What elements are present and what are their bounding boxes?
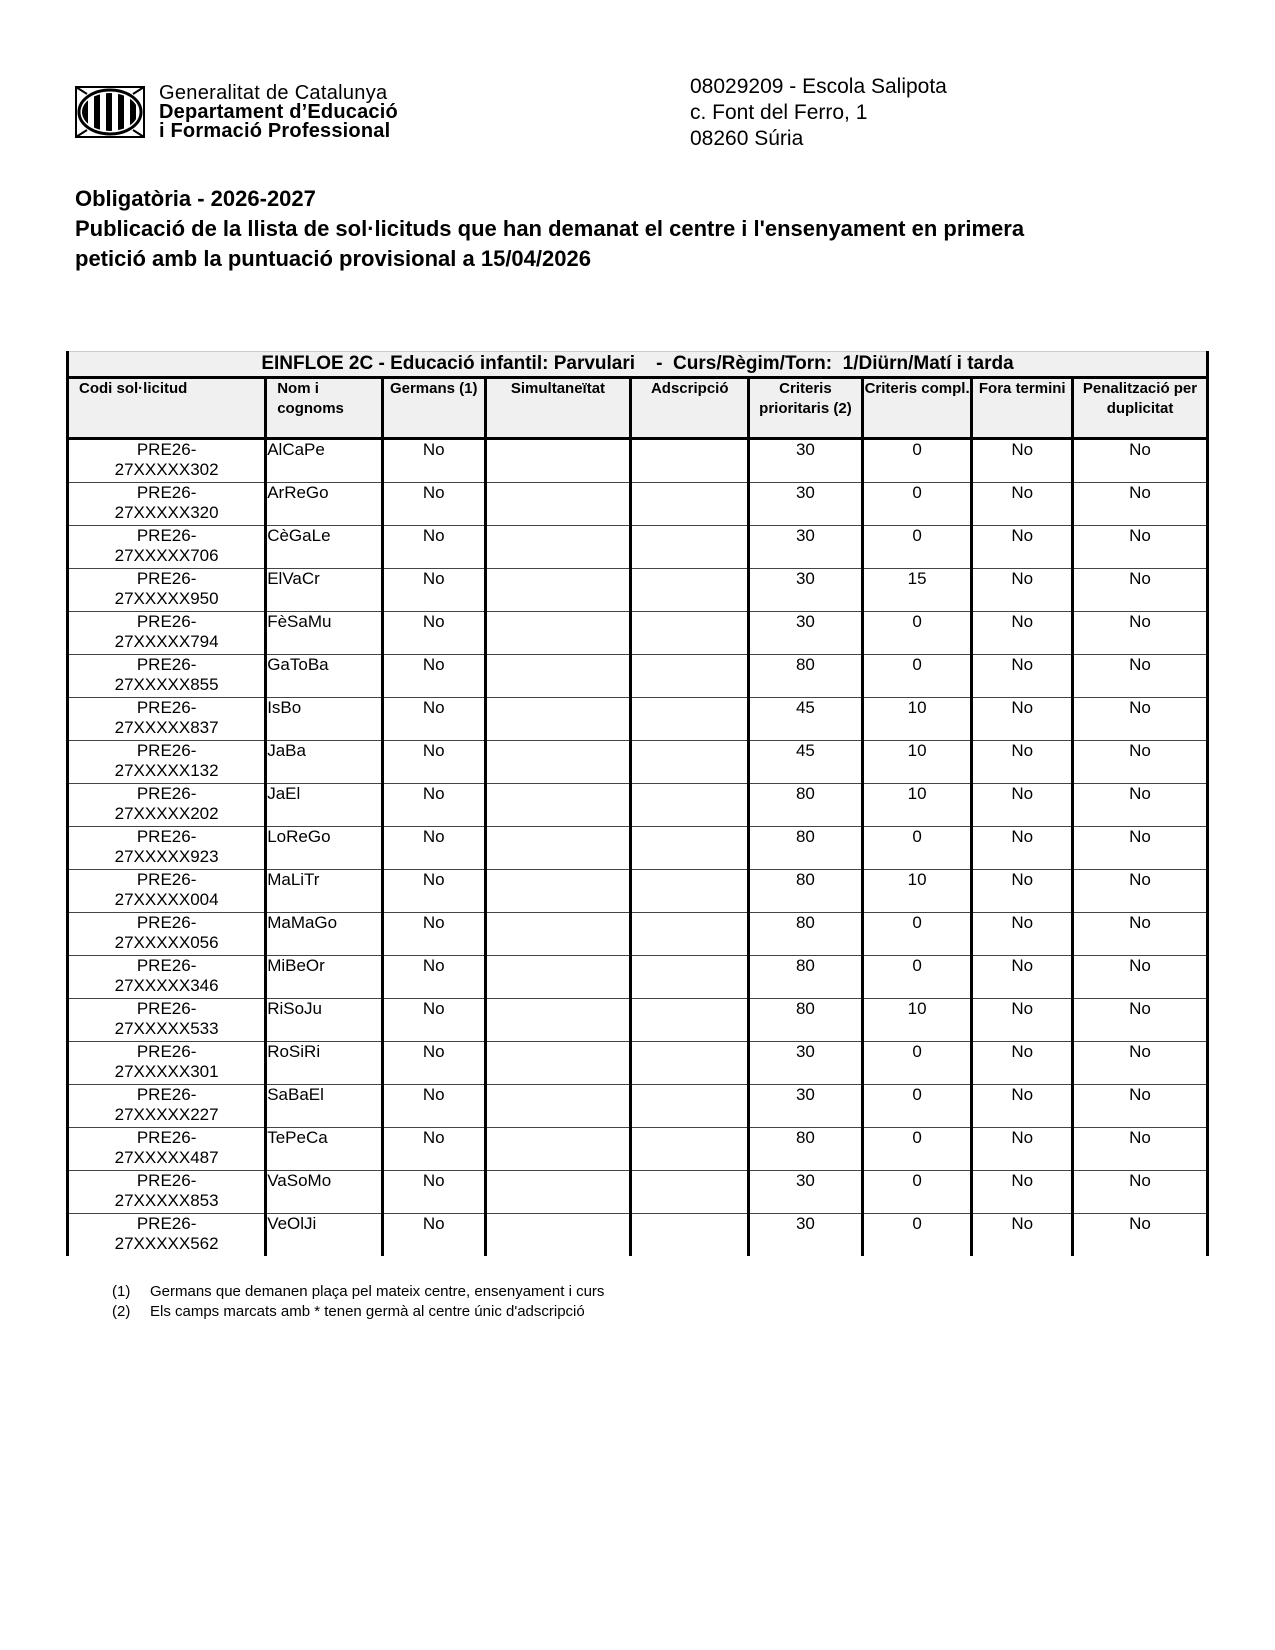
catalan-coat-of-arms-icon	[75, 86, 145, 138]
table-caption: EINFLOE 2C - Educació infantil: Parvulari - Curs/Règim/Torn: 1/Diürn/Matí i tarda	[68, 352, 1208, 378]
simultaneitat-cell	[485, 870, 631, 913]
penalitzacio-cell: No	[1073, 1128, 1208, 1171]
col-codi-header: Codi sol·licitud	[68, 378, 266, 439]
fora-termini-cell: No	[972, 1085, 1073, 1128]
code-cell	[68, 741, 266, 784]
fora-termini-cell: No	[972, 741, 1073, 784]
school-address	[690, 74, 947, 152]
adscripcio-cell	[631, 1128, 749, 1171]
name-cell: VeOlJi	[266, 1214, 383, 1257]
fora-termini-cell: No	[972, 526, 1073, 569]
table-row	[68, 655, 1208, 698]
table-row	[68, 569, 1208, 612]
criteris-compl-cell: 10	[862, 784, 972, 827]
penalitzacio-cell: No	[1073, 1214, 1208, 1257]
code-part-2: 27XXXXX855	[114, 675, 219, 694]
penalitzacio-cell: No	[1073, 999, 1208, 1042]
adscripcio-cell	[631, 569, 749, 612]
penalitzacio-cell: No	[1073, 569, 1208, 612]
code-part-2: 27XXXXX202	[114, 804, 219, 823]
code-cell	[68, 913, 266, 956]
table-row	[68, 827, 1208, 870]
simultaneitat-cell	[485, 612, 631, 655]
col-penalitzacio-header: Penalització per duplicitat	[1073, 378, 1208, 439]
col-simultaneitat-header: Simultaneïtat	[485, 378, 631, 439]
code-part-1: PRE26-	[136, 1085, 197, 1104]
germans-cell: No	[382, 1171, 485, 1214]
adscripcio-cell	[631, 655, 749, 698]
code-part-1: PRE26-	[136, 741, 197, 760]
simultaneitat-cell	[485, 526, 631, 569]
penalitzacio-cell: No	[1073, 741, 1208, 784]
simultaneitat-cell	[485, 483, 631, 526]
code-cell	[68, 439, 266, 483]
criteris-compl-cell: 0	[862, 913, 972, 956]
code-part-2: 27XXXXX533	[114, 1019, 219, 1038]
code-part-1: PRE26-	[136, 1128, 197, 1147]
germans-cell: No	[382, 1042, 485, 1085]
criteris-prioritaris-cell: 80	[749, 956, 863, 999]
col-criteris-prioritaris-header: Criteris prioritaris (2)	[749, 378, 863, 439]
simultaneitat-cell	[485, 913, 631, 956]
fora-termini-cell: No	[972, 827, 1073, 870]
code-cell	[68, 999, 266, 1042]
fora-termini-cell: No	[972, 870, 1073, 913]
footnotes	[112, 1282, 604, 1322]
criteris-prioritaris-cell: 30	[749, 1085, 863, 1128]
criteris-compl-cell: 0	[862, 612, 972, 655]
table-row	[68, 1042, 1208, 1085]
code-cell	[68, 655, 266, 698]
germans-cell: No	[382, 655, 485, 698]
germans-cell: No	[382, 956, 485, 999]
simultaneitat-cell	[485, 1085, 631, 1128]
name-cell: GaToBa	[266, 655, 383, 698]
code-cell	[68, 827, 266, 870]
fora-termini-cell: No	[972, 698, 1073, 741]
code-cell	[68, 526, 266, 569]
penalitzacio-cell: No	[1073, 655, 1208, 698]
criteris-compl-cell: 10	[862, 870, 972, 913]
code-part-1: PRE26-	[136, 1214, 197, 1233]
adscripcio-cell	[631, 999, 749, 1042]
simultaneitat-cell	[485, 698, 631, 741]
code-cell	[68, 870, 266, 913]
name-cell: ArReGo	[266, 483, 383, 526]
criteris-prioritaris-cell: 45	[749, 698, 863, 741]
simultaneitat-cell	[485, 1128, 631, 1171]
code-cell	[68, 569, 266, 612]
col-adscripcio-header: Adscripció	[631, 378, 749, 439]
penalitzacio-cell: No	[1073, 698, 1208, 741]
code-part-1: PRE26-	[136, 612, 197, 631]
code-part-2: 27XXXXX346	[114, 976, 219, 995]
criteris-compl-cell: 0	[862, 1171, 972, 1214]
criteris-compl-cell: 0	[862, 526, 972, 569]
table-row	[68, 698, 1208, 741]
code-part-2: 27XXXXX794	[114, 632, 219, 651]
germans-cell: No	[382, 612, 485, 655]
fora-termini-cell: No	[972, 569, 1073, 612]
code-part-1: PRE26-	[136, 1042, 197, 1061]
criteris-compl-cell: 0	[862, 483, 972, 526]
fora-termini-cell: No	[972, 1042, 1073, 1085]
code-part-1: PRE26-	[136, 655, 197, 674]
code-part-1: PRE26-	[136, 698, 197, 717]
fora-termini-cell: No	[972, 784, 1073, 827]
code-part-1: PRE26-	[136, 956, 197, 975]
col-fora-termini-header: Fora termini	[972, 378, 1073, 439]
simultaneitat-cell	[485, 741, 631, 784]
criteris-compl-cell: 0	[862, 655, 972, 698]
adscripcio-cell	[631, 913, 749, 956]
code-cell	[68, 1171, 266, 1214]
germans-cell: No	[382, 439, 485, 483]
adscripcio-cell	[631, 827, 749, 870]
table-row	[68, 741, 1208, 784]
name-cell: AlCaPe	[266, 439, 383, 483]
institution-logo	[75, 84, 475, 140]
footnote: (2) Els camps marcats amb * tenen germà al centre únic d'adscripció	[112, 1303, 585, 1320]
table-row	[68, 1214, 1208, 1257]
germans-cell: No	[382, 526, 485, 569]
criteris-prioritaris-cell: 80	[749, 999, 863, 1042]
code-part-2: 27XXXXX227	[114, 1105, 219, 1124]
fora-termini-cell: No	[972, 483, 1073, 526]
simultaneitat-cell	[485, 569, 631, 612]
name-cell: LoReGo	[266, 827, 383, 870]
table-row	[68, 483, 1208, 526]
penalitzacio-cell: No	[1073, 784, 1208, 827]
penalitzacio-cell: No	[1073, 827, 1208, 870]
title-line-1: Obligatòria - 2026-2027	[75, 186, 316, 211]
adscripcio-cell	[631, 612, 749, 655]
table-row	[68, 870, 1208, 913]
criteris-prioritaris-cell: 30	[749, 439, 863, 483]
adscripcio-cell	[631, 526, 749, 569]
simultaneitat-cell	[485, 1214, 631, 1257]
adscripcio-cell	[631, 1171, 749, 1214]
penalitzacio-cell: No	[1073, 1171, 1208, 1214]
penalitzacio-cell: No	[1073, 612, 1208, 655]
fora-termini-cell: No	[972, 913, 1073, 956]
simultaneitat-cell	[485, 1171, 631, 1214]
code-part-1: PRE26-	[136, 569, 197, 588]
name-cell: JaEl	[266, 784, 383, 827]
penalitzacio-cell: No	[1073, 1085, 1208, 1128]
logo-line-2: Departament d’Educació	[159, 101, 398, 123]
simultaneitat-cell	[485, 999, 631, 1042]
adscripcio-cell	[631, 698, 749, 741]
simultaneitat-cell	[485, 439, 631, 483]
code-part-2: 27XXXXX562	[114, 1234, 219, 1253]
criteris-compl-cell: 0	[862, 1128, 972, 1171]
germans-cell: No	[382, 999, 485, 1042]
fora-termini-cell: No	[972, 1128, 1073, 1171]
code-part-2: 27XXXXX706	[114, 546, 219, 565]
code-part-2: 27XXXXX487	[114, 1148, 219, 1167]
table-row	[68, 999, 1208, 1042]
code-part-2: 27XXXXX004	[114, 890, 219, 909]
code-part-2: 27XXXXX302	[114, 460, 219, 479]
code-part-2: 27XXXXX923	[114, 847, 219, 866]
name-cell: FèSaMu	[266, 612, 383, 655]
table-row	[68, 526, 1208, 569]
code-part-2: 27XXXXX837	[114, 718, 219, 737]
name-cell: ElVaCr	[266, 569, 383, 612]
table-row	[68, 1171, 1208, 1214]
germans-cell: No	[382, 870, 485, 913]
fora-termini-cell: No	[972, 999, 1073, 1042]
table-row	[68, 913, 1208, 956]
name-cell: TePeCa	[266, 1128, 383, 1171]
code-part-2: 27XXXXX056	[114, 933, 219, 952]
fora-termini-cell: No	[972, 1214, 1073, 1257]
name-cell: MaMaGo	[266, 913, 383, 956]
criteris-compl-cell: 10	[862, 698, 972, 741]
code-part-1: PRE26-	[136, 999, 197, 1018]
name-cell: CèGaLe	[266, 526, 383, 569]
criteris-compl-cell: 0	[862, 827, 972, 870]
criteris-compl-cell: 10	[862, 999, 972, 1042]
adscripcio-cell	[631, 439, 749, 483]
table-row	[68, 612, 1208, 655]
criteris-prioritaris-cell: 80	[749, 913, 863, 956]
simultaneitat-cell	[485, 1042, 631, 1085]
germans-cell: No	[382, 913, 485, 956]
simultaneitat-cell	[485, 827, 631, 870]
penalitzacio-cell: No	[1073, 956, 1208, 999]
name-cell: SaBaEl	[266, 1085, 383, 1128]
penalitzacio-cell: No	[1073, 870, 1208, 913]
col-germans-header: Germans (1)	[382, 378, 485, 439]
code-part-2: 27XXXXX950	[114, 589, 219, 608]
adscripcio-cell	[631, 870, 749, 913]
criteris-prioritaris-cell: 80	[749, 784, 863, 827]
col-nom-header: Nom i cognoms	[266, 378, 383, 439]
adscripcio-cell	[631, 1085, 749, 1128]
code-cell	[68, 956, 266, 999]
penalitzacio-cell: No	[1073, 526, 1208, 569]
criteris-prioritaris-cell: 30	[749, 612, 863, 655]
table-row	[68, 956, 1208, 999]
logo-line-3: i Formació Professional	[159, 120, 391, 142]
name-cell: MiBeOr	[266, 956, 383, 999]
simultaneitat-cell	[485, 784, 631, 827]
code-part-1: PRE26-	[136, 913, 197, 932]
criteris-prioritaris-cell: 30	[749, 1171, 863, 1214]
code-cell	[68, 1042, 266, 1085]
name-cell: RoSiRi	[266, 1042, 383, 1085]
fora-termini-cell: No	[972, 956, 1073, 999]
criteris-compl-cell: 0	[862, 1042, 972, 1085]
germans-cell: No	[382, 1085, 485, 1128]
page-title	[75, 184, 1024, 274]
code-part-1: PRE26-	[136, 483, 197, 502]
table-row	[68, 1085, 1208, 1128]
fora-termini-cell: No	[972, 439, 1073, 483]
criteris-compl-cell: 0	[862, 439, 972, 483]
adscripcio-cell	[631, 741, 749, 784]
germans-cell: No	[382, 827, 485, 870]
table-row	[68, 1128, 1208, 1171]
germans-cell: No	[382, 483, 485, 526]
school-street: c. Font del Ferro, 1	[690, 101, 868, 124]
criteris-compl-cell: 0	[862, 1214, 972, 1257]
footnote: (1) Germans que demanen plaça pel mateix centre, ensenyament i curs	[112, 1283, 605, 1300]
name-cell: VaSoMo	[266, 1171, 383, 1214]
germans-cell: No	[382, 784, 485, 827]
code-part-1: PRE26-	[136, 784, 197, 803]
code-cell	[68, 612, 266, 655]
penalitzacio-cell: No	[1073, 483, 1208, 526]
germans-cell: No	[382, 1214, 485, 1257]
simultaneitat-cell	[485, 655, 631, 698]
school-code-name: 08029209 - Escola Salipota	[690, 75, 947, 98]
col-criteris-compl-header: Criteris compl.	[862, 378, 972, 439]
code-part-2: 27XXXXX132	[114, 761, 219, 780]
code-cell	[68, 698, 266, 741]
name-cell: MaLiTr	[266, 870, 383, 913]
logo-line-1: Generalitat de Catalunya	[159, 82, 388, 104]
germans-cell: No	[382, 569, 485, 612]
adscripcio-cell	[631, 784, 749, 827]
criteris-prioritaris-cell: 45	[749, 741, 863, 784]
code-part-1: PRE26-	[136, 526, 197, 545]
fora-termini-cell: No	[972, 655, 1073, 698]
title-line-2: Publicació de la llista de sol·licituds que han demanat el centre i l'ensenyament en primera	[75, 216, 1025, 241]
criteris-prioritaris-cell: 80	[749, 655, 863, 698]
code-cell	[68, 1214, 266, 1257]
germans-cell: No	[382, 1128, 485, 1171]
criteris-compl-cell: 0	[862, 956, 972, 999]
adscripcio-cell	[631, 956, 749, 999]
name-cell: JaBa	[266, 741, 383, 784]
code-cell	[68, 1128, 266, 1171]
criteris-prioritaris-cell: 30	[749, 1042, 863, 1085]
fora-termini-cell: No	[972, 612, 1073, 655]
name-cell: RiSoJu	[266, 999, 383, 1042]
title-line-3: petició amb la puntuació provisional a 15/04/2026	[75, 246, 591, 271]
criteris-prioritaris-cell: 30	[749, 483, 863, 526]
criteris-prioritaris-cell: 80	[749, 1128, 863, 1171]
code-cell	[68, 483, 266, 526]
table-row	[68, 439, 1208, 483]
criteris-prioritaris-cell: 30	[749, 569, 863, 612]
criteris-prioritaris-cell: 80	[749, 827, 863, 870]
germans-cell: No	[382, 698, 485, 741]
adscripcio-cell	[631, 1042, 749, 1085]
applications-table	[66, 351, 1209, 1256]
fora-termini-cell: No	[972, 1171, 1073, 1214]
criteris-prioritaris-cell: 30	[749, 1214, 863, 1257]
criteris-compl-cell: 0	[862, 1085, 972, 1128]
code-part-1: PRE26-	[136, 1171, 197, 1190]
simultaneitat-cell	[485, 956, 631, 999]
code-part-1: PRE26-	[136, 440, 197, 459]
school-postal-city: 08260 Súria	[690, 127, 804, 150]
code-part-2: 27XXXXX853	[114, 1191, 219, 1210]
criteris-prioritaris-cell: 80	[749, 870, 863, 913]
code-cell	[68, 1085, 266, 1128]
criteris-prioritaris-cell: 30	[749, 526, 863, 569]
code-part-1: PRE26-	[136, 870, 197, 889]
penalitzacio-cell: No	[1073, 1042, 1208, 1085]
germans-cell: No	[382, 741, 485, 784]
adscripcio-cell	[631, 1214, 749, 1257]
criteris-compl-cell: 10	[862, 741, 972, 784]
adscripcio-cell	[631, 483, 749, 526]
penalitzacio-cell: No	[1073, 913, 1208, 956]
penalitzacio-cell: No	[1073, 439, 1208, 483]
criteris-compl-cell: 15	[862, 569, 972, 612]
table-row	[68, 784, 1208, 827]
code-part-2: 27XXXXX301	[114, 1062, 219, 1081]
code-part-2: 27XXXXX320	[114, 503, 219, 522]
name-cell: IsBo	[266, 698, 383, 741]
code-part-1: PRE26-	[136, 827, 197, 846]
code-cell	[68, 784, 266, 827]
